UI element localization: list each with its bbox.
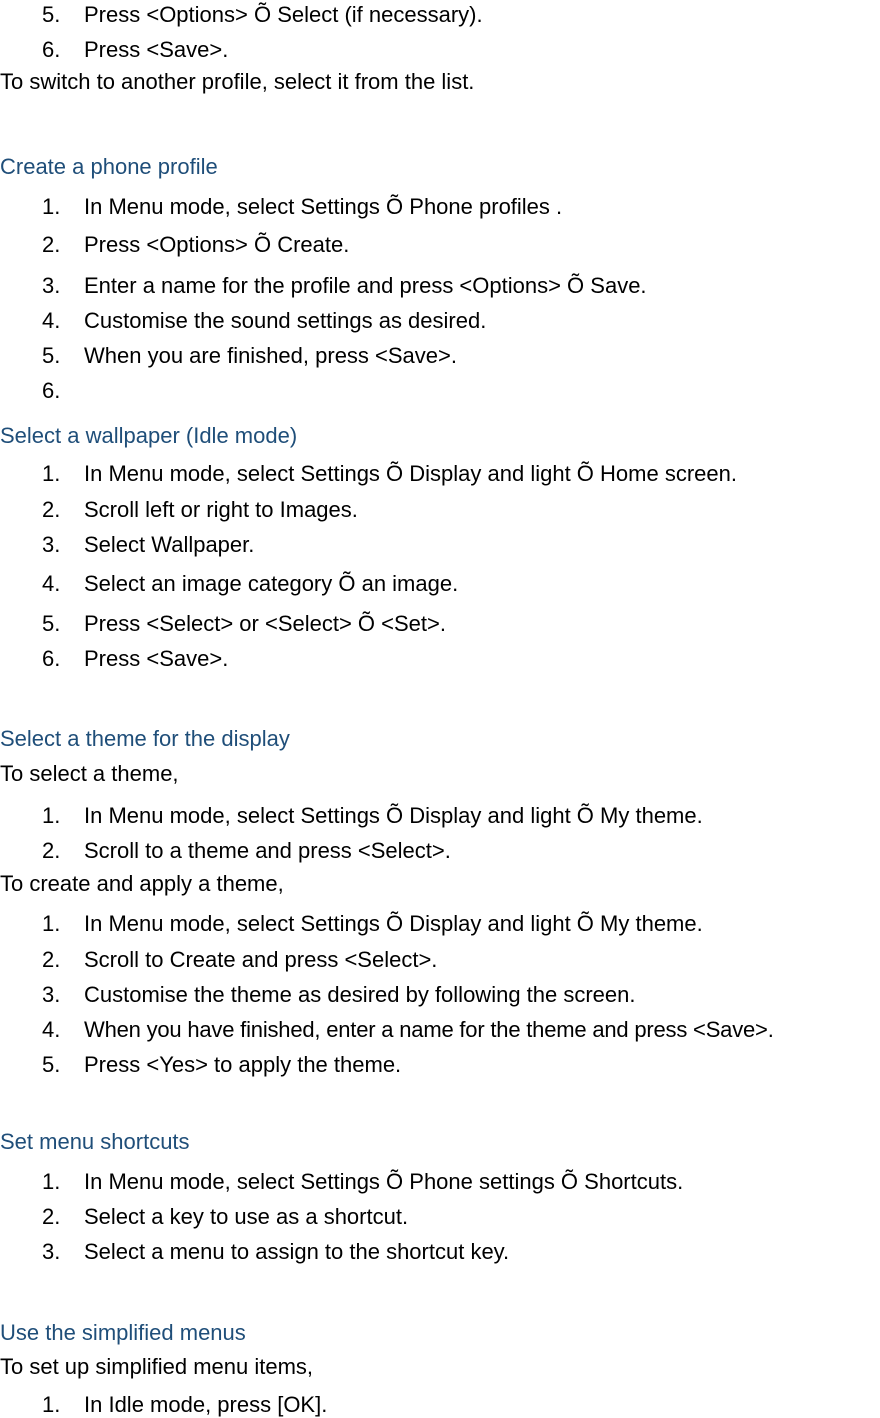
paragraph: To set up simplified menu items, [0, 1354, 314, 1379]
item-text: In Menu mode, select Settings Õ Phone settings Õ Shortcuts. [84, 1169, 684, 1194]
section-heading: Use the simplified menus [0, 1320, 246, 1345]
item-text: Press <Yes> to apply the theme. [84, 1052, 402, 1077]
item-text: In Menu mode, select Settings Õ Display and light Õ My theme. [84, 911, 703, 936]
item-text: Press <Select> or <Select> Õ <Set>. [84, 611, 446, 636]
item-text: Scroll left or right to Images. [84, 497, 358, 522]
item-text: Press <Save>. [84, 646, 229, 671]
item-text: Select a key to use as a shortcut. [84, 1204, 409, 1229]
item-text: Select Wallpaper. [84, 532, 255, 557]
paragraph: To create and apply a theme, [0, 871, 284, 896]
item-number: 5. [42, 2, 61, 27]
item-number: 3. [42, 1239, 61, 1264]
item-text: Enter a name for the profile and press <Options> Õ Save. [84, 273, 647, 298]
item-text: Customise the theme as desired by following the screen. [84, 982, 636, 1007]
item-number: 2. [42, 838, 61, 863]
item-number: 3. [42, 982, 61, 1007]
item-number: 4. [42, 1017, 61, 1042]
paragraph: To select a theme, [0, 761, 179, 786]
item-text: Press <Save>. [84, 37, 229, 62]
section-heading: Create a phone profile [0, 154, 218, 179]
section-heading: Select a theme for the display [0, 726, 290, 751]
item-text: In Idle mode, press [OK]. [84, 1392, 328, 1417]
item-number: 2. [42, 497, 61, 522]
item-text: In Menu mode, select Settings Õ Display and light Õ My theme. [84, 803, 703, 828]
item-number: 1. [42, 194, 61, 219]
item-text: Select a menu to assign to the shortcut key. [84, 1239, 510, 1264]
item-number: 1. [42, 1169, 61, 1194]
item-text: Press <Options> Õ Select (if necessary). [84, 2, 483, 27]
item-text: When you have finished, enter a name for the theme and press <Save>. [84, 1017, 774, 1042]
item-number: 5. [42, 611, 61, 636]
item-number: 5. [42, 343, 61, 368]
item-text: When you are finished, press <Save>. [84, 343, 457, 368]
item-number: 5. [42, 1052, 61, 1077]
item-text: Select an image category Õ an image. [84, 571, 459, 596]
item-text: In Menu mode, select Settings Õ Display and light Õ Home screen. [84, 461, 737, 486]
item-number: 3. [42, 532, 61, 557]
item-number: 1. [42, 911, 61, 936]
section-heading: Select a wallpaper (Idle mode) [0, 423, 298, 448]
item-number: 4. [42, 308, 61, 333]
item-text: Scroll to a theme and press <Select>. [84, 838, 451, 863]
item-number: 2. [42, 947, 61, 972]
item-number: 6. [42, 37, 61, 62]
item-number: 2. [42, 232, 61, 257]
paragraph: To switch to another profile, select it from the list. [0, 69, 475, 94]
item-number: 2. [42, 1204, 61, 1229]
item-number: 1. [42, 1392, 61, 1417]
item-number: 1. [42, 803, 61, 828]
item-text: Press <Options> Õ Create. [84, 232, 350, 257]
item-number: 1. [42, 461, 61, 486]
section-heading: Set menu shortcuts [0, 1129, 190, 1154]
item-number: 4. [42, 571, 61, 596]
item-text: Customise the sound settings as desired. [84, 308, 487, 333]
item-number: 3. [42, 273, 61, 298]
item-text: In Menu mode, select Settings Õ Phone profiles . [84, 194, 563, 219]
item-number: 6. [42, 646, 61, 671]
item-text: Scroll to Create and press <Select>. [84, 947, 438, 972]
item-number: 6. [42, 378, 61, 403]
